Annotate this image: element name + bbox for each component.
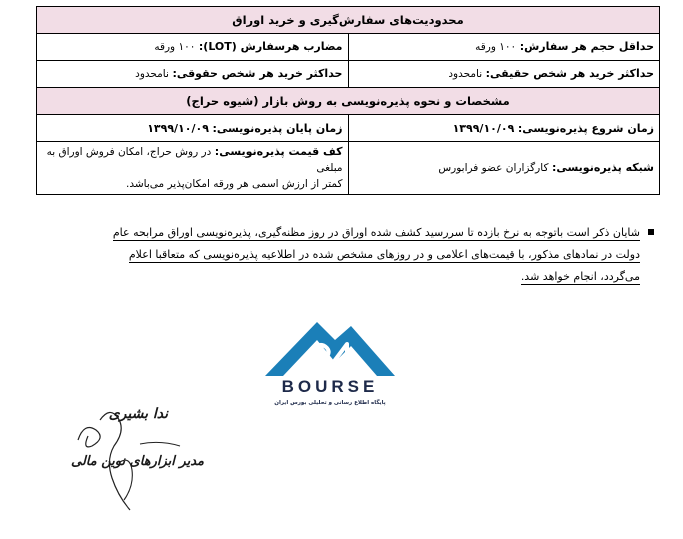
lot-cell [37, 34, 349, 61]
max-natural-value: نامحدود [448, 68, 483, 80]
floor-value-2: کمتر از ارزش اسمی هر ورقه امکان‌پذیر می‌باشد. [126, 178, 343, 190]
note-line-2: دولت در نمادهای مذکور، با قیمت‌های اعلامی و در روزهای مشخص شده در اطلاعیه پذیره‌نویسی که متعاقبا اعلام [128, 248, 640, 261]
note-line [30, 266, 640, 288]
note-line-3: می‌گردد، انجام خواهد شد. [520, 270, 640, 283]
signature-title: مدیر ابزارهای نوین مالی [70, 454, 204, 469]
note-line-1: شایان ذکر است باتوجه به نرخ بازده تا سررسید کشف شده اوراق در روز مظنه‌گیری، پذیره‌نویسی اوراق مرابحه عام [112, 226, 640, 239]
min-order-value: ۱۰۰ ورقه [475, 41, 517, 53]
logo-caption: پایگاه اطلاع رسانی و تحلیلی بورس ایران [274, 400, 386, 406]
floor-value-1: در روش حراج، امکان فروش اوراق به مبلغی [46, 146, 343, 174]
note-line [30, 222, 640, 244]
floor-cell [37, 142, 349, 195]
max-natural-label: حداکثر خرید هر شخص حقیقی: [485, 67, 654, 80]
bourse24-emblem-icon [255, 318, 405, 378]
signature-block [70, 400, 220, 530]
subscription-table [36, 6, 660, 195]
note-paragraph [30, 222, 640, 288]
max-legal-value: نامحدود [135, 68, 169, 80]
min-order-cell [348, 34, 660, 61]
section2-title: مشخصات و نحوه پذیره‌نویسی به روش بازار (شیوه حراج) [37, 88, 660, 115]
network-label: شبکه پذیره‌نویسی: [551, 161, 654, 174]
lot-value: ۱۰۰ ورقه [154, 41, 196, 53]
square-bullet-icon [648, 229, 654, 235]
max-natural-cell [348, 61, 660, 88]
network-cell [348, 142, 660, 195]
max-legal-cell [37, 61, 349, 88]
table-title: محدودیت‌های سفارش‌گیری و خرید اوراق [37, 7, 660, 34]
floor-label: کف قیمت پذیره‌نویسی: [214, 145, 343, 158]
lot-label: مضارب هرسفارش (LOT): [198, 40, 343, 53]
note-line [30, 244, 640, 266]
end-label: زمان پایان پذیره‌نویسی: [212, 121, 343, 135]
bourse24-logo [255, 318, 405, 418]
max-legal-label: حداکثر خرید هر شخص حقوقی: [172, 67, 343, 80]
network-value: کارگزاران عضو فرابورس [438, 162, 549, 174]
signature-name: ندا بشیری [108, 406, 168, 422]
min-order-label: حداقل حجم هر سفارش: [519, 40, 654, 53]
start-value: ۱۳۹۹/۱۰/۰۹ [452, 121, 515, 135]
logo-wordmark: BOURSE [281, 377, 379, 396]
end-value: ۱۳۹۹/۱۰/۰۹ [147, 121, 209, 135]
start-label: زمان شروع پذیره‌نویسی: [517, 121, 654, 135]
start-cell [348, 115, 660, 142]
end-cell [37, 115, 349, 142]
